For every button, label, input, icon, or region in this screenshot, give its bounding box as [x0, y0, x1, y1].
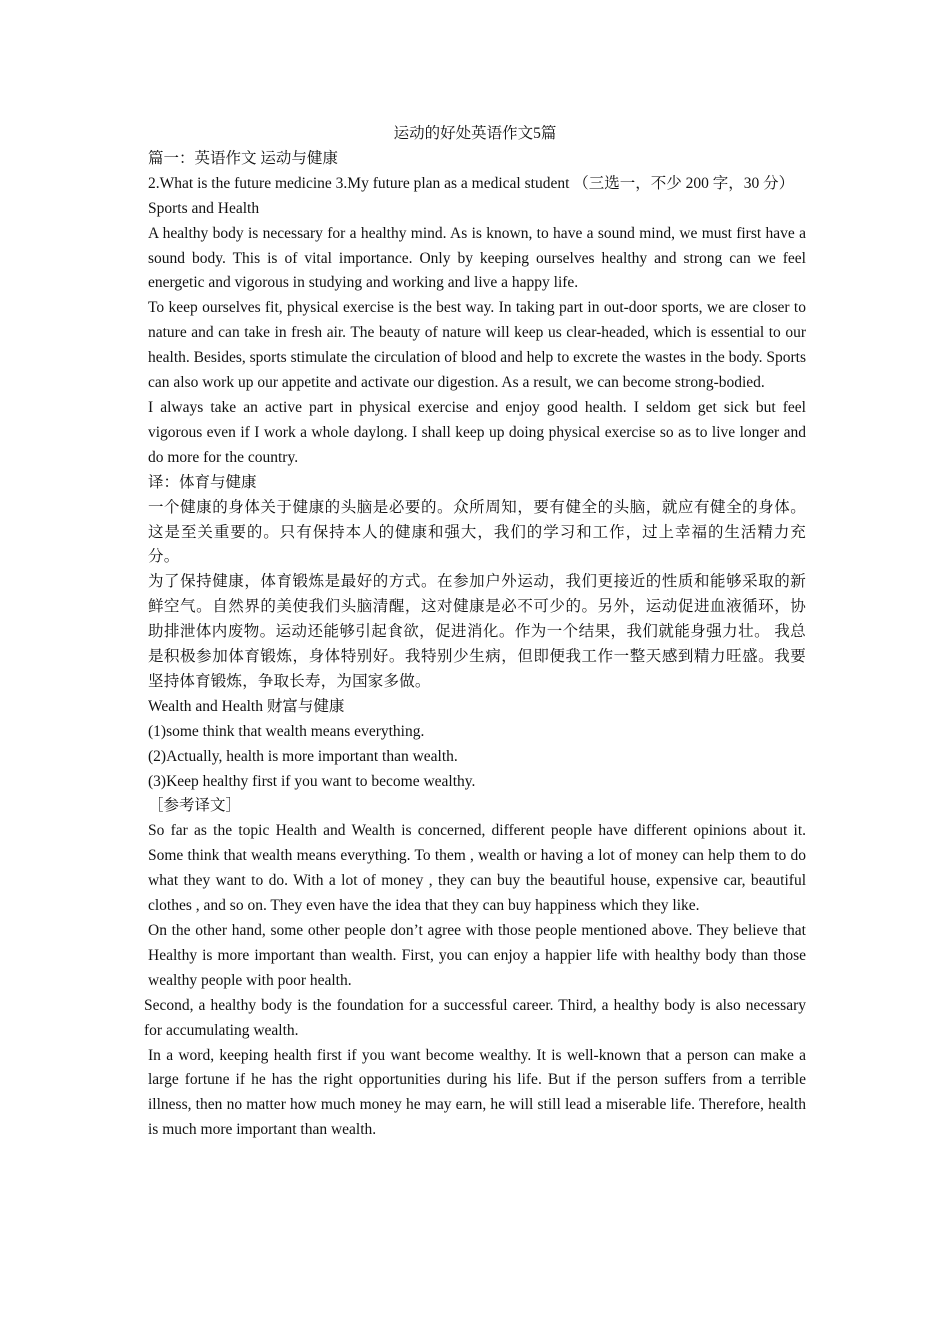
translation-paragraph: 为了保持健康，体育锻炼是最好的方式。在参加户外运动，我们更接近的性质和能够采取的新鲜空气。自然界的美使我们头脑清醒，这对健康是必不可少的。另外，运动促进血液循环，协助排泄体内废物。运动还能够引起食欲，促进消化。作为一个结果，我们就能身强力壮。 我总是积极参加体育锻炼，身体特别好。我特别少生病，但即便我工作一整天感到精力旺盛。我要坚持体育锻炼，争取长寿，为国家多做。 — [148, 573, 806, 690]
essay2-point: (3)Keep healthy first if you want to become wealthy. — [148, 772, 476, 790]
document-page — [144, 122, 806, 1143]
essay1-paragraph: To keep ourselves fit, physical exercise is the best way. In taking part in out-door sports, we are closer to nature and can take in fresh air. The beauty of nature will keep us clear-headed, which is essential to our health. Besides, sports stimulate the circulation of blood and help to excrete the wastes in the body. Sports can also work up our appetite and activate our digestion. As a result, we can become strong-bodied. — [148, 299, 806, 392]
document-title: 运动的好处英语作文5篇 — [393, 125, 557, 142]
essay2-point: (2)Actually, health is more important than wealth. — [148, 747, 458, 765]
part1-heading: 篇一：英语作文 运动与健康 — [148, 149, 338, 167]
translation-paragraph: 一个健康的身体关于健康的头脑是必要的。众所周知，要有健全的头脑，就应有健全的身体。这是至关重要的。只有保持本人的健康和强大，我们的学习和工作，过上幸福的生活精力充分。 — [148, 498, 806, 566]
essay1-title: Sports and Health — [148, 199, 260, 217]
essay2-paragraph: In a word, keeping health first if you want become wealthy. It is well-known that a person can make a large fortune if he has the right opportunities during his life. But if the person suffers from a terrible illness, then no matter how much money he may earn, he will still lead a miserable life. Therefore, health is much more important than wealth. — [148, 1046, 806, 1139]
prompt-line: 2.What is the future medicine 3.My future plan as a medical student （三选一，不少 200 字，30 分） — [148, 174, 795, 192]
essay2-paragraph: Second, a healthy body is the foundation for a successful career. Third, a healthy body is also necessary for accumulating wealth. — [144, 996, 806, 1039]
translation-heading: 译：体育与健康 — [148, 473, 257, 491]
essay1-paragraph: A healthy body is necessary for a healthy mind. As is known, to have a sound mind, we must first have a sound body. This is of vital importance. Only by keeping ourselves healthy and strong can we feel energetic and vigorous in studying and working and live a happy life. — [148, 224, 806, 292]
essay2-title: Wealth and Health 财富与健康 — [148, 697, 345, 715]
essay2-paragraph: So far as the topic Health and Wealth is concerned, different people have different opinions about it. Some think that wealth means everything. To them , wealth or having a lot of money can help them to do what they want to do. With a lot of money , they can buy the beautiful house, expensive car, beautiful clothes , and so on. They even have the idea that they can buy happiness which they like. — [148, 822, 806, 915]
essay2-paragraph: On the other hand, some other people don’t agree with those people mentioned above. They believe that Healthy is more important than wealth. First, you can enjoy a happier life with healthy body than those wealthy people with poor health. — [148, 922, 806, 989]
essay1-paragraph: I always take an active part in physical exercise and enjoy good health. I seldom get sick but feel vigorous even if I work a whole daylong. I shall keep up doing physical exercise so as to live longer and do more for the country. — [148, 398, 806, 466]
essay2-point: (1)some think that wealth means everything. — [148, 722, 425, 740]
reference-heading: ［参考译文］ — [148, 797, 242, 815]
